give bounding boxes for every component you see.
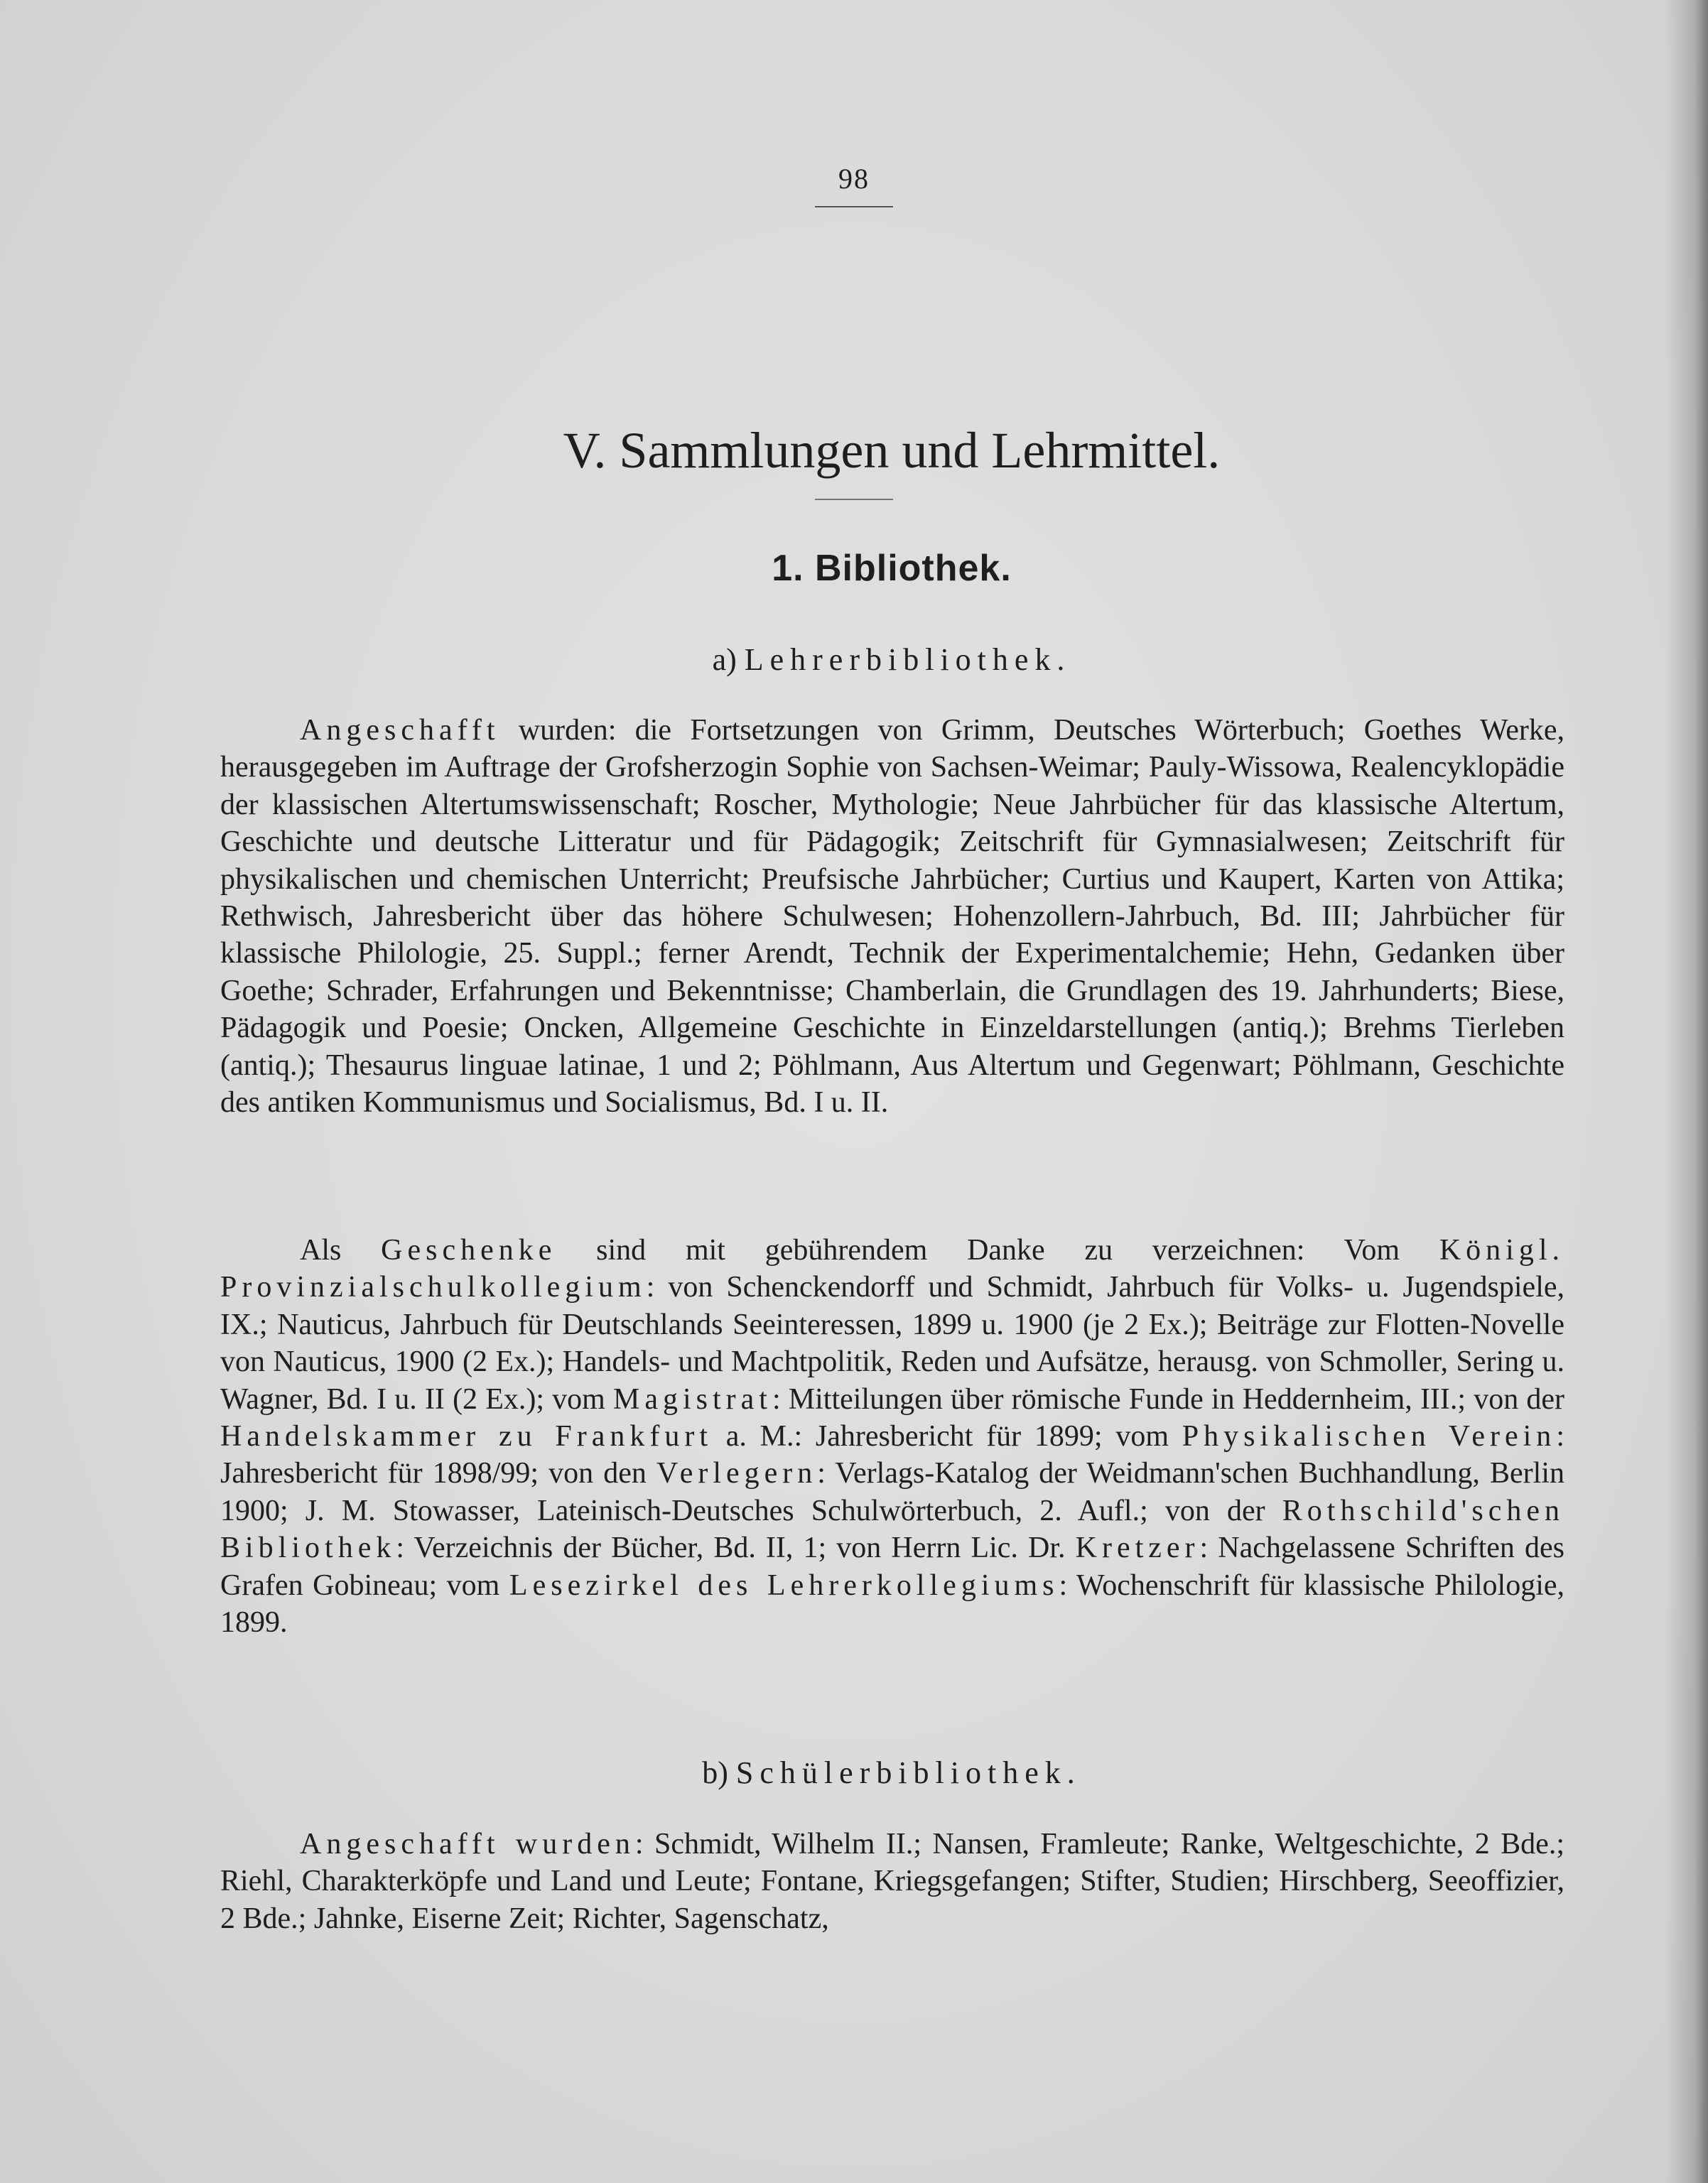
- emphasis-provinzialschulkollegium: Königl. Provinzialschulkollegium: [220, 1234, 1564, 1304]
- chapter-divider: [815, 499, 893, 500]
- paragraph-text: : Wochenschrift für klassische Philologie, 1899.: [220, 1569, 1565, 1640]
- paragraph-text: : Schmidt, Wilhelm II.; Nansen, Framleute; Ranke, Weltgeschichte, 2 Bde.; Riehl, Charakterköpfe und Land und Leute; Fontane, Kriegsgefangen; Stifter, Studien; Hirschberg, Seeoffizier, 2 Bde.; Jahnke, Eiserne Zeit; Richter, Sagenschatz,: [220, 1828, 1564, 1935]
- section-heading: 1. Bibliothek.: [772, 548, 1012, 589]
- paragraph-text: : Verzeichnis der Bücher, Bd. II, 1; von Herrn Lic. Dr.: [396, 1532, 1076, 1565]
- subsection-heading-a: [0, 641, 1708, 678]
- emphasis-angeschafft: Angeschafft: [300, 714, 500, 747]
- chapter-title: V. Sammlungen und Lehrmittel.: [563, 422, 1221, 480]
- page-number-rule: [815, 206, 893, 207]
- emphasis-handelskammer: Handelskammer zu Frankfurt: [220, 1420, 713, 1453]
- page-number: 98: [838, 163, 870, 195]
- emphasis-rothschild-bibliothek: Rothschild'schen Bibliothek: [220, 1494, 1564, 1565]
- paragraph-text: : von Schenckendorff und Schmidt, Jahrbuch für Volks- u. Jugendspiele, IX.; Nauticus, Jahrbuch für Deutschlands Seeinteressen, 1899 u. 1900 (je 2 Ex.); Beiträge zur Flotten-Novelle von Nauticus, 1900 (2 Ex.); Handels- und Machtpolitik, Reden und Aufsätze, herausg. von Schmoller, Sering u. Wagner, Bd. I u. II (2 Ex.); vom: [220, 1271, 1564, 1416]
- paragraph-text: : Nachgelassene Schriften des Grafen Gobineau; vom: [220, 1532, 1564, 1602]
- emphasis-verlegern: Verlegern: [656, 1457, 818, 1490]
- emphasis-angeschafft-wurden: Angeschafft wurden: [300, 1828, 635, 1860]
- emphasis-magistrat: Magistrat: [612, 1382, 772, 1416]
- emphasis-kretzer: Kretzer: [1075, 1532, 1200, 1565]
- paragraph-text: : Verlags-Katalog der Weidmann'schen Buchhandlung, Berlin 1900; J. M. Stowasser, Lateinisch-Deutsches Schulwörterbuch, 2. Aufl.; von der: [220, 1457, 1564, 1527]
- subsection-a-label: a): [712, 642, 737, 677]
- paragraph-text: : Mitteilungen über römische Funde in Heddernheim, III.; von der: [772, 1382, 1564, 1416]
- subsection-heading-b: [0, 1755, 1708, 1791]
- page-edge-shadow: [1665, 0, 1708, 2183]
- subsection-b-label: b): [702, 1755, 728, 1790]
- emphasis-lesezirkel: Lesezirkel des Lehrerkollegiums: [509, 1569, 1059, 1602]
- emphasis-physikalischen-verein: Physikalischen Verein: [1182, 1420, 1557, 1453]
- schueler-acquisitions-paragraph: [220, 1826, 1564, 1937]
- paragraph-text: a. M.: Jahresbericht für 1899; vom: [713, 1420, 1182, 1453]
- subsection-a-title: Lehrerbibliothek.: [744, 642, 1071, 677]
- paragraph-text: : Jahresbericht für 1898/99; von den: [220, 1420, 1564, 1490]
- paragraph-text: sind mit gebührendem Danke zu verzeichnen: Vom: [556, 1234, 1439, 1267]
- lehrer-acquisitions-paragraph: [220, 712, 1564, 1121]
- paragraph-text: Als: [300, 1234, 382, 1267]
- subsection-b-title: Schülerbibliothek.: [735, 1755, 1081, 1790]
- paragraph-text: wurden: die Fortsetzungen von Grimm, Deutsches Wörterbuch; Goethes Werke, herausgegeben im Auftrage der Grofsherzogin Sophie von Sachsen-Weimar; Pauly-Wissowa, Realencyklopädie der klassischen Altertumswissenschaft; Roscher, Mythologie; Neue Jahrbücher für das klassische Altertum, Geschichte und deutsche Litteratur und für Pädagogik; Zeitschrift für Gymnasialwesen; Zeitschrift für physikalischen und chemischen Unterricht; Preufsische Jahrbücher; Curtius und Kaupert, Karten von Attika; Rethwisch, Jahresbericht über das höhere Schulwesen; Hohenzollern-Jahrbuch, Bd. III; Jahrbücher für klassische Philologie, 25. Suppl.; ferner Arendt, Technik der Experimentalchemie; Hehn, Gedanken über Goethe; Schrader, Erfahrungen und Bekenntnisse; Chamberlain, die Grundlagen des 19. Jahrhunderts; Biese, Pädagogik und Poesie; Oncken, Allgemeine Geschichte in Einzeldarstellungen (antiq.); Brehms Tierleben (antiq.); Thesaurus linguae latinae, 1 und 2; Pöhlmann, Aus Altertum und Gegenwart; Pöhlmann, Geschichte des antiken Kommunismus und Socialismus, Bd. I u. II.: [220, 714, 1564, 1120]
- lehrer-donations-paragraph: [220, 1232, 1564, 1641]
- emphasis-geschenke: Geschenke: [381, 1234, 557, 1267]
